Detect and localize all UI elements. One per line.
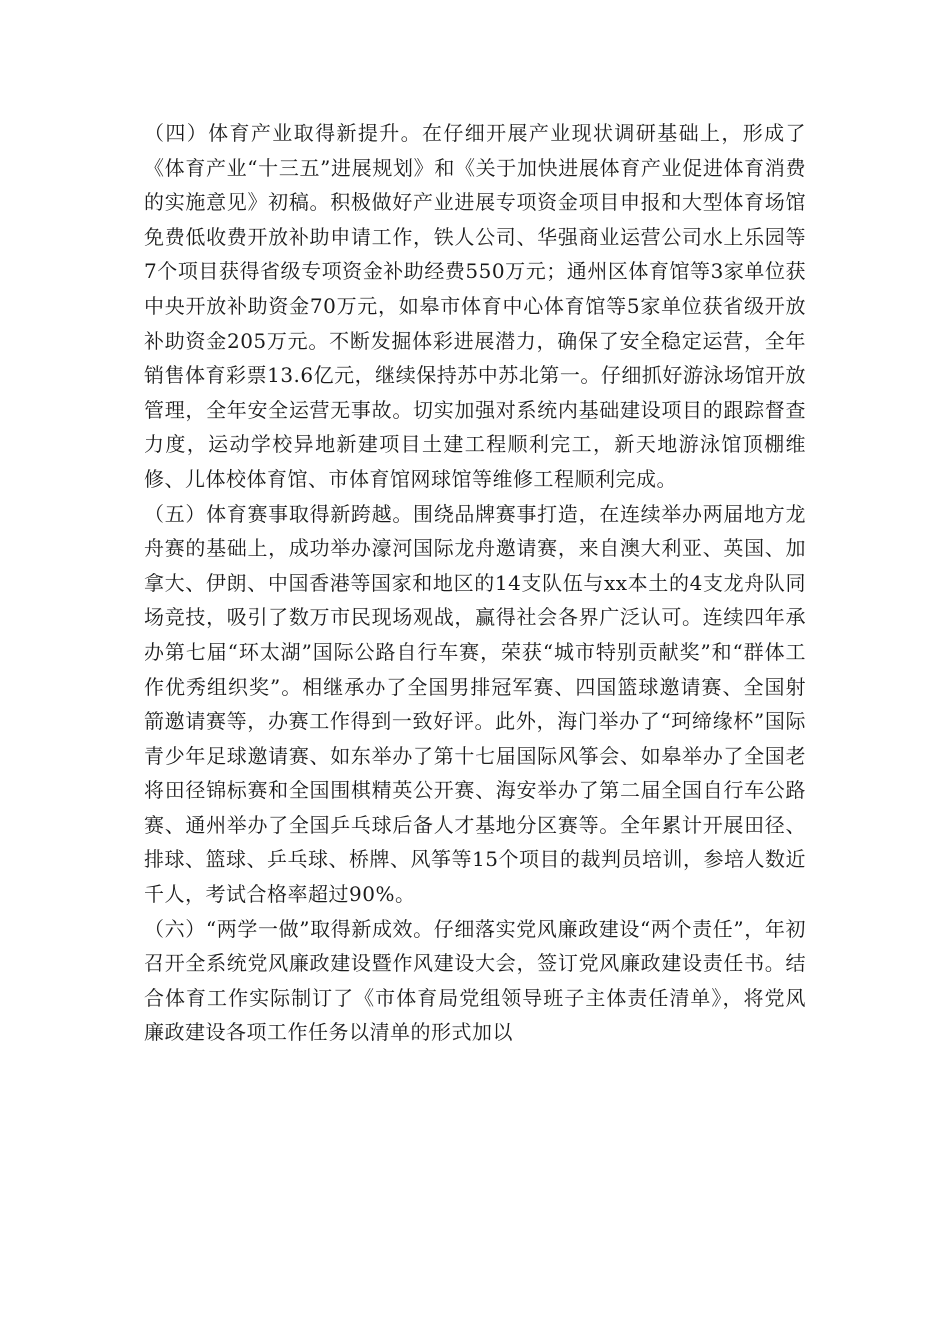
- document-body: [144, 116, 806, 1050]
- paragraph-two-studies-one-action: （六）“两学一做”取得新成效。仔细落实党风廉政建设“两个责任”，年初召开全系统党风廉政建设暨作风建设大会，签订党风廉政建设责任书。结合体育工作实际制订了《市体育局党组领导班子主体责任清单》，将党风廉政建设各项工作任务以清单的形式加以: [144, 916, 806, 1045]
- paragraph-sports-industry: （四）体育产业取得新提升。在仔细开展产业现状调研基础上，形成了《体育产业“十三五”进展规划》和《关于加快进展体育产业促进体育消费的实施意见》初稿。积极做好产业进展专项资金项目申报和大型体育场馆免费低收费开放补助申请工作，铁人公司、华强商业运营公司水上乐园等7个项目获得省级专项资金补助经费550万元；通州区体育馆等3家单位获中央开放补助资金70万元，如皋市体育中心体育馆等5家单位获省级开放补助资金205万元。不断发掘体彩进展潜力，确保了安全稳定运营，全年销售体育彩票13.6亿元，继续保持苏中苏北第一。仔细抓好游泳场馆开放管理，全年安全运营无事故。切实加强对系统内基础建设项目的跟踪督查力度，运动学校异地新建项目土建工程顺利完工，新天地游泳馆顶棚维修、儿体校体育馆、市体育馆网球馆等维修工程顺利完成。: [144, 121, 806, 491]
- paragraph-sports-events: （五）体育赛事取得新跨越。围绕品牌赛事打造，在连续举办两届地方龙舟赛的基础上，成功举办濠河国际龙舟邀请赛，来自澳大利亚、英国、加拿大、伊朗、中国香港等国家和地区的14支队伍与xx本土的4支龙舟队同场竞技，吸引了数万市民现场观战，赢得社会各界广泛认可。连续四年承办第七届“环太湖”国际公路自行车赛，荣获“城市特别贡献奖”和“群体工作优秀组织奖”。相继承办了全国男排冠军赛、四国篮球邀请赛、全国射箭邀请赛等，办赛工作得到一致好评。此外，海门举办了“珂缔缘杯”国际青少年足球邀请赛、如东举办了第十七届国际风筝会、如皋举办了全国老将田径锦标赛和全国围棋精英公开赛、海安举办了第二届全国自行车公路赛、通州举办了全国乒乓球后备人才基地分区赛等。全年累计开展田径、排球、篮球、乒乓球、桥牌、风筝等15个项目的裁判员培训，参培人数近千人，考试合格率超过90%。: [144, 501, 806, 907]
